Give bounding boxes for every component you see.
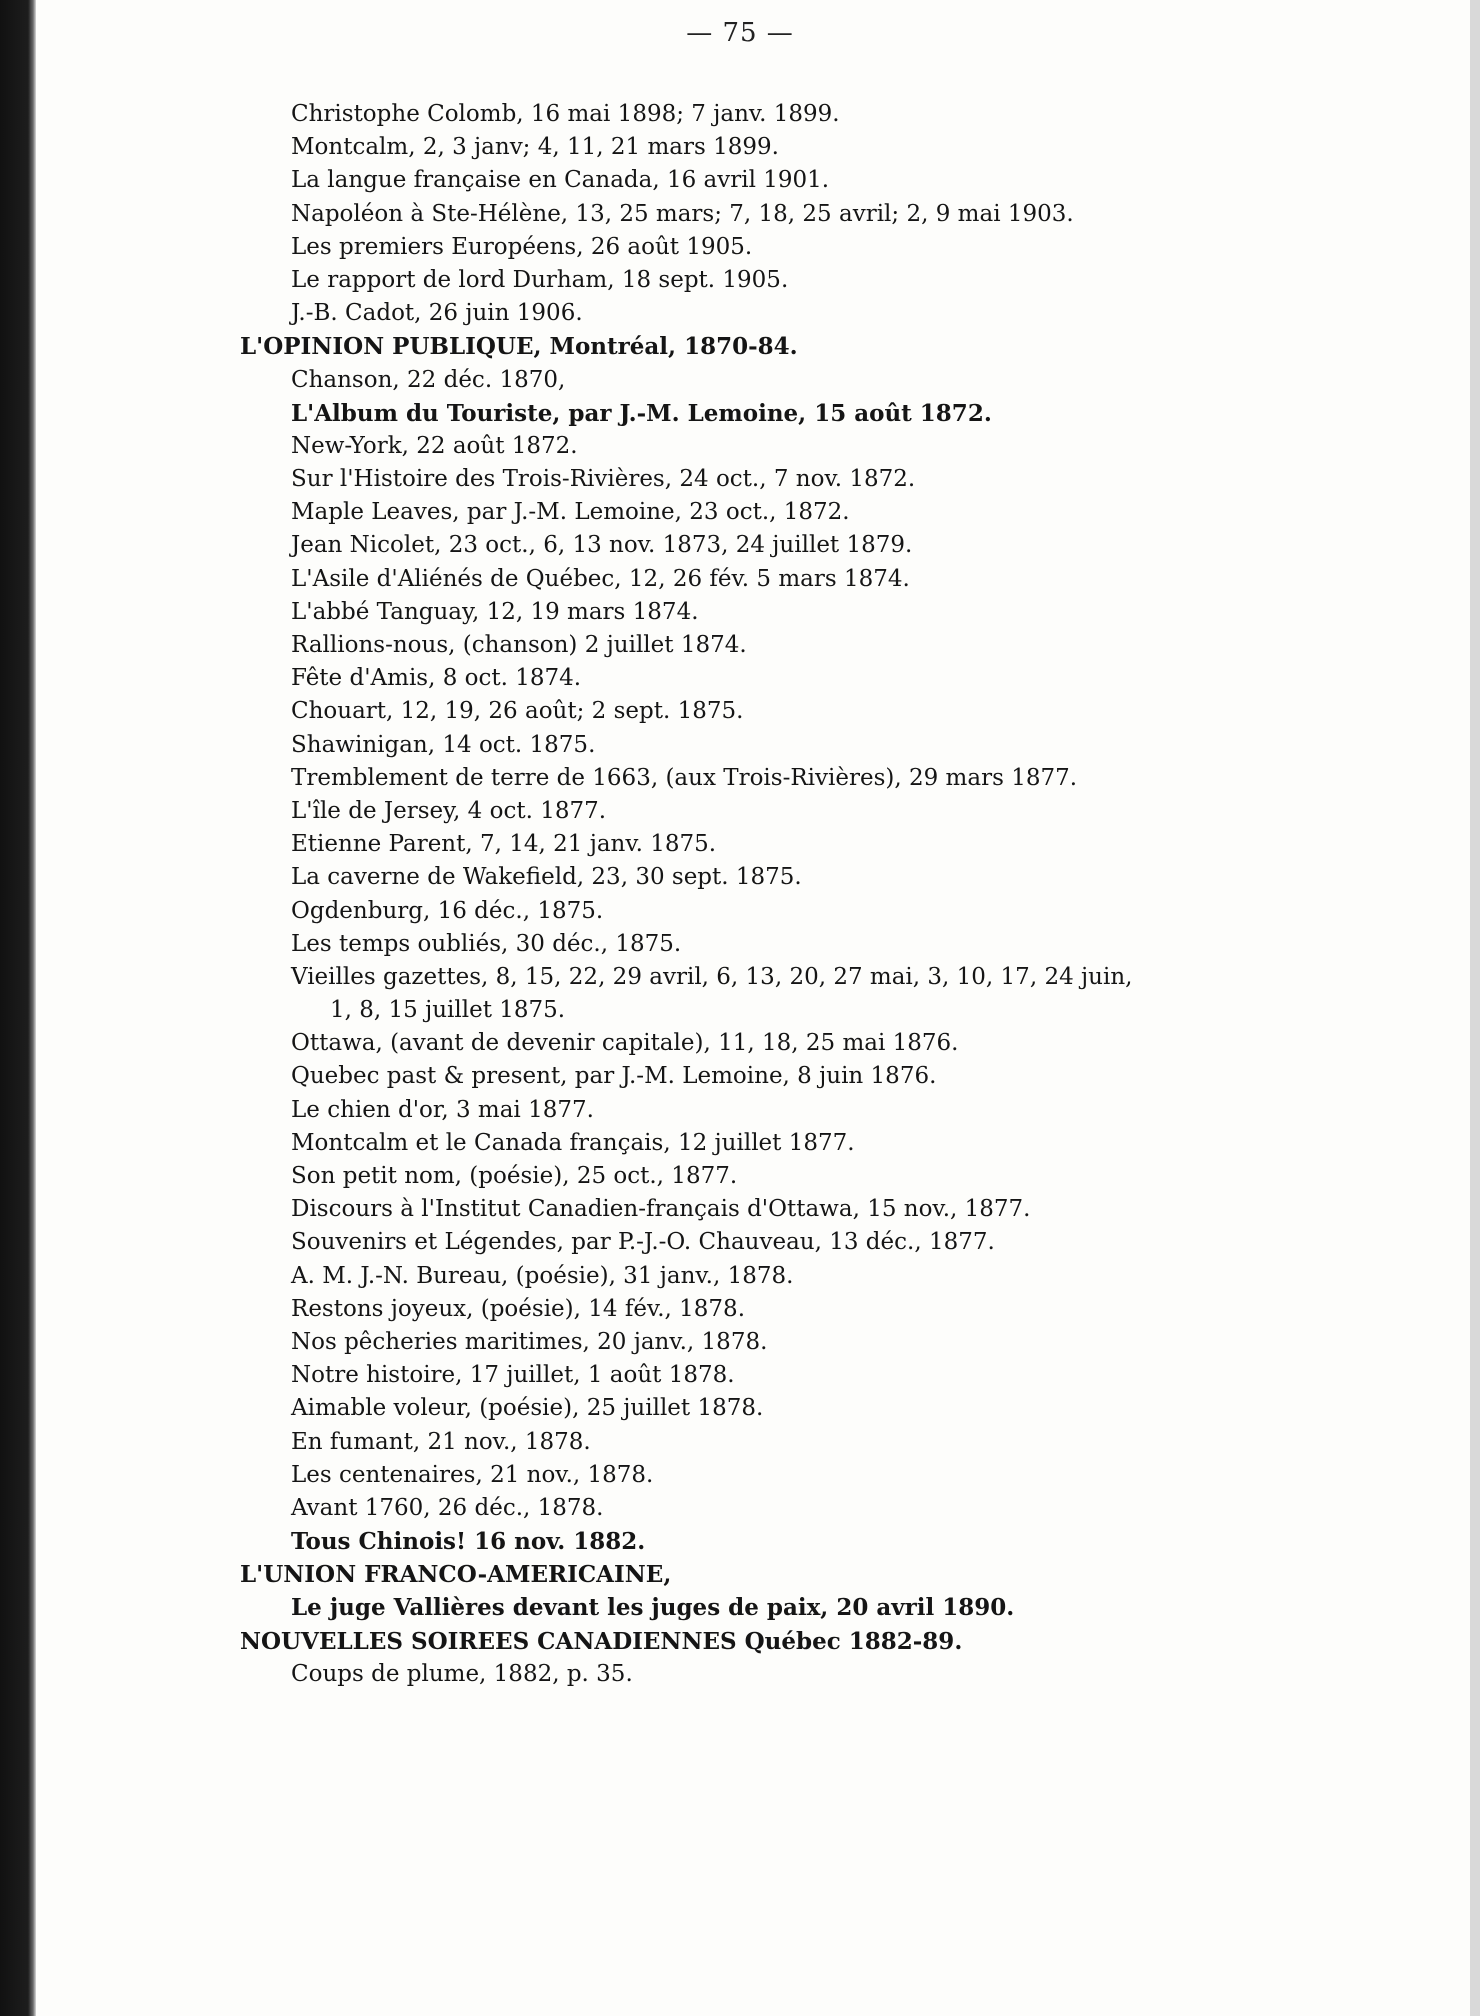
list-item: Montcalm, 2, 3 janv; 4, 11, 21 mars 1899. — [291, 134, 779, 161]
list-item: Rallions-nous, (chanson) 2 juillet 1874. — [291, 632, 747, 658]
list-item: Le rapport de lord Durham, 18 sept. 1905. — [291, 266, 789, 293]
list-item: Les centenaires, 21 nov., 1878. — [291, 1461, 654, 1488]
list-item: Ottawa, (avant de devenir capitale), 11, 18, 25 mai 1876. — [291, 1030, 959, 1057]
list-item: Les temps oubliés, 30 déc., 1875. — [291, 930, 682, 957]
list-item: New-York, 22 août 1872. — [291, 432, 578, 459]
list-item: Montcalm et le Canada français, 12 juillet 1877. — [291, 1129, 855, 1156]
list-item: Avant 1760, 26 déc., 1878. — [291, 1494, 604, 1521]
list-item: Le chien d'or, 3 mai 1877. — [291, 1096, 594, 1123]
list-item: Vieilles gazettes, 8, 15, 22, 29 avril, 6, 13, 20, 27 mai, 3, 10, 17, 24 juin, — [291, 963, 1133, 990]
list-item: Coups de plume, 1882, p. 35. — [291, 1660, 633, 1687]
list-item: L'île de Jersey, 4 oct. 1877. — [291, 797, 607, 824]
list-item: Sur l'Histoire des Trois-Rivières, 24 oct., 7 nov. 1872. — [291, 466, 916, 493]
list-item: Nos pêcheries maritimes, 20 janv., 1878. — [291, 1328, 768, 1355]
list-item: L'Asile d'Aliénés de Québec, 12, 26 fév. 5 mars 1874. — [291, 565, 910, 592]
list-item: Son petit nom, (poésie), 25 oct., 1877. — [291, 1163, 738, 1189]
list-item: Fête d'Amis, 8 oct. 1874. — [291, 665, 582, 692]
list-item: Le juge Vallières devant les juges de paix, 20 avril 1890. — [291, 1594, 1015, 1622]
list-item: Jean Nicolet, 23 oct., 6, 13 nov. 1873, 24 juillet 1879. — [291, 532, 913, 559]
list-item: Restons joyeux, (poésie), 14 fév., 1878. — [291, 1295, 746, 1322]
list-item: Christophe Colomb, 16 mai 1898; 7 janv. 1899. — [291, 101, 840, 127]
list-item: L'Album du Touriste, par J.-M. Lemoine, 15 août 1872. — [291, 399, 992, 427]
list-item: Les premiers Européens, 26 août 1905. — [291, 233, 753, 260]
list-item: En fumant, 21 nov., 1878. — [291, 1428, 591, 1455]
section-heading: L'UNION FRANCO-AMERICAINE, — [240, 1561, 672, 1589]
list-item: Tous Chinois! 16 nov. 1882. — [291, 1528, 646, 1556]
list-item: La caverne de Wakefield, 23, 30 sept. 1875. — [291, 864, 802, 891]
page-number: — 75 — — [686, 18, 794, 48]
list-item: Chouart, 12, 19, 26 août; 2 sept. 1875. — [291, 698, 744, 725]
list-item: Maple Leaves, par J.-M. Lemoine, 23 oct., 1872. — [291, 499, 850, 526]
list-item: Souvenirs et Légendes, par P.-J.-O. Chauveau, 13 déc., 1877. — [291, 1229, 995, 1256]
list-item: Chanson, 22 déc. 1870, — [291, 366, 566, 393]
section-heading: NOUVELLES SOIREES CANADIENNES Québec 1882-89. — [240, 1627, 963, 1655]
list-item: Shawinigan, 14 oct. 1875. — [291, 731, 596, 758]
list-item: Ogdenburg, 16 déc., 1875. — [291, 897, 604, 924]
bibliography-list — [0, 98, 1480, 1691]
list-item: J.-B. Cadot, 26 juin 1906. — [291, 300, 583, 327]
list-item: Napoléon à Ste-Hélène, 13, 25 mars; 7, 18, 25 avril; 2, 9 mai 1903. — [291, 200, 1074, 227]
list-item: Aimable voleur, (poésie), 25 juillet 1878. — [291, 1395, 764, 1422]
list-item: A. M. J.-N. Bureau, (poésie), 31 janv., 1878. — [291, 1262, 794, 1289]
list-item: Discours à l'Institut Canadien-français d'Ottawa, 15 nov., 1877. — [291, 1196, 1031, 1223]
list-item: Notre histoire, 17 juillet, 1 août 1878. — [291, 1362, 735, 1389]
list-item: Quebec past & present, par J.-M. Lemoine, 8 juin 1876. — [291, 1063, 937, 1090]
section-heading: L'OPINION PUBLIQUE, Montréal, 1870-84. — [240, 333, 798, 361]
list-item: L'abbé Tanguay, 12, 19 mars 1874. — [291, 598, 699, 625]
list-item: Etienne Parent, 7, 14, 21 janv. 1875. — [291, 831, 717, 858]
list-item: La langue française en Canada, 16 avril 1901. — [291, 167, 830, 194]
list-item: Tremblement de terre de 1663, (aux Trois-Rivières), 29 mars 1877. — [291, 764, 1078, 791]
list-item-continuation: 1, 8, 15 juillet 1875. — [330, 997, 566, 1024]
